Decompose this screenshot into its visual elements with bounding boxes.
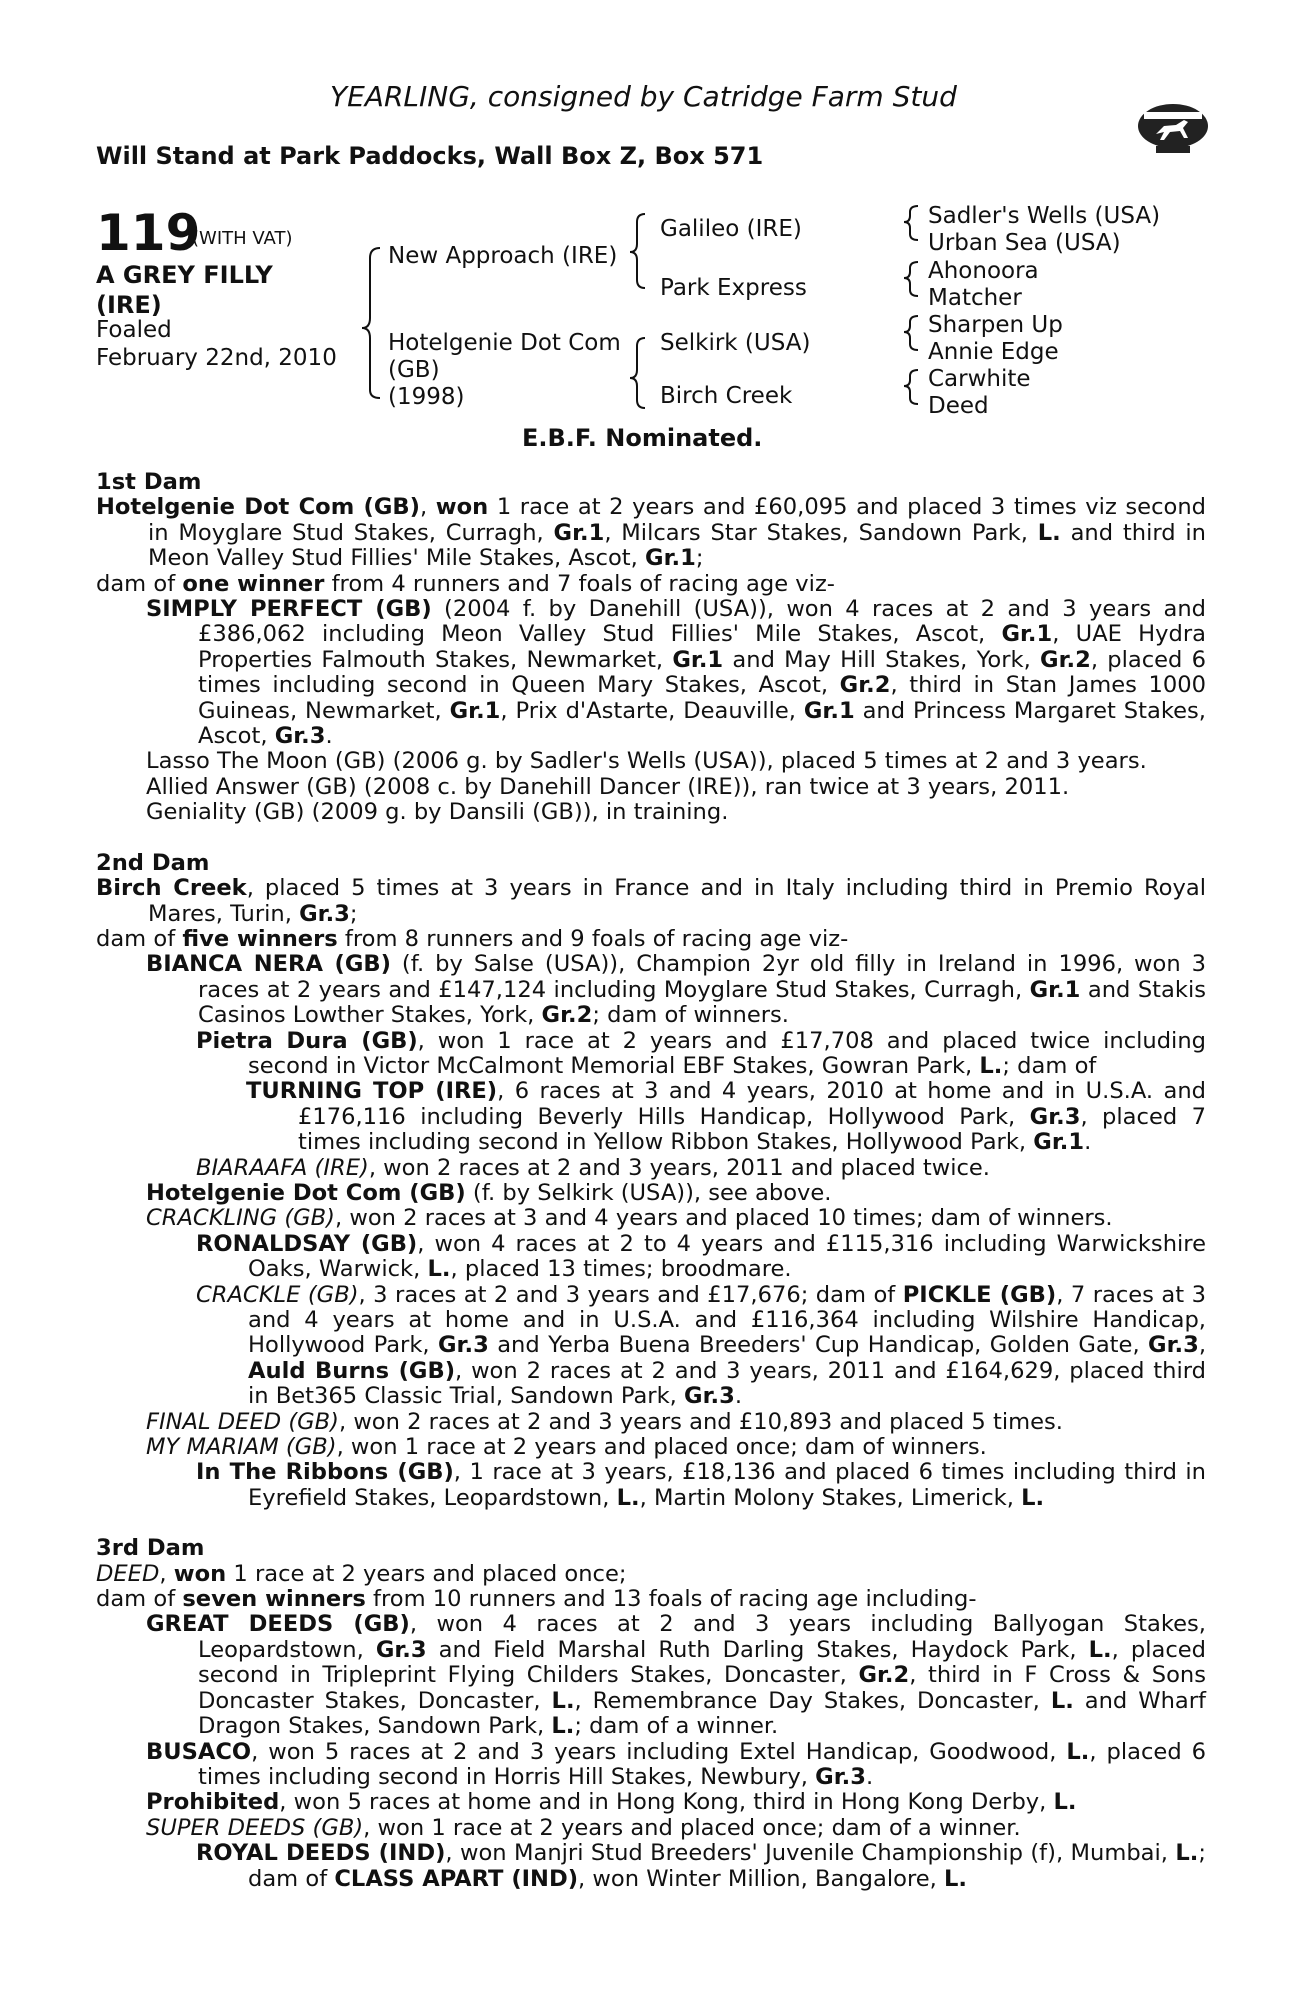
ebf-nominated: E.B.F. Nominated. bbox=[522, 424, 763, 452]
dam-record: Hotelgenie Dot Com (GB), won 1 race at 2 years and £60,095 and placed 3 times viz second in Moyglare Stud Stakes, Curragh, Gr.1, Milcars Star Stakes, Sandown Park, L. and third in Meon Valley Stud Fillies' Mile Stakes, Ascot, Gr.1; bbox=[96, 494, 1206, 572]
dam-produce-summary: dam of five winners from 8 runners and 9 foals of racing age viz- bbox=[96, 925, 849, 952]
produce-entry: BIANCA NERA (GB) (f. by Salse (USA)), Champion 2yr old filly in Ireland in 1996, won 3 races at 2 years and £147,124 including Moyglare Stud Stakes, Curragh, Gr.1 and Stakis Casinos Lowther Stakes, York, Gr.2; dam of winners. bbox=[146, 951, 1206, 1029]
dam-record: DEED, won 1 race at 2 years and placed once; bbox=[96, 1560, 627, 1587]
dam-produce-summary: dam of one winner from 4 runners and 7 foals of racing age viz- bbox=[96, 570, 835, 597]
produce-entry: TURNING TOP (IRE), 6 races at 3 and 4 years, 2010 at home and in U.S.A. and £176,116 including Beverly Hills Handicap, Hollywood Park, Gr.3, placed 7 times including second in Yellow Ribbon Stakes, Hollywood Park, Gr.1. bbox=[246, 1078, 1206, 1156]
lot-description-line-1: A GREY FILLY bbox=[96, 261, 273, 289]
stand-location: Will Stand at Park Paddocks, Wall Box Z, Box 571 bbox=[96, 142, 764, 170]
produce-entry: SIMPLY PERFECT (GB) (2004 f. by Danehill (USA)), won 4 races at 2 and 3 years and £386,062 including Meon Valley Stud Fillies' Mile Stakes, Ascot, Gr.1, UAE Hydra Properties Falmouth Stakes, Newmarket, Gr.1 and May Hill Stakes, York, Gr.2, placed 6 times including second in Queen Mary Stakes, Ascot, Gr.2, third in Stan James 1000 Guineas, Newmarket, Gr.1, Prix d'Astarte, Deauville, Gr.1 and Princess Margaret Stakes, Ascot, Gr.3. bbox=[146, 596, 1206, 750]
pedigree-g3-1: Sadler's Wells (USA) bbox=[928, 203, 1161, 229]
produce-entry: FINAL DEED (GB), won 2 races at 2 and 3 years and £10,893 and placed 5 times. bbox=[146, 1408, 1063, 1435]
produce-entry: Geniality (GB) (2009 g. by Dansili (GB)), in training. bbox=[146, 799, 729, 826]
produce-entry: BIARAAFA (IRE), won 2 races at 2 and 3 years, 2011 and placed twice. bbox=[196, 1154, 990, 1181]
pedigree-sire: New Approach (IRE) bbox=[388, 243, 618, 269]
lot-description-line-2: (IRE) bbox=[96, 291, 162, 319]
produce-entry: MY MARIAM (GB), won 1 race at 2 years and placed once; dam of winners. bbox=[146, 1434, 987, 1461]
produce-entry: RONALDSAY (GB), won 4 races at 2 to 4 years and £115,316 including Warwickshire Oaks, Warwick, L., placed 13 times; broodmare. bbox=[196, 1230, 1206, 1283]
section-heading-2nd-dam: 2nd Dam bbox=[96, 849, 210, 876]
produce-entry: SUPER DEEDS (GB), won 1 race at 2 years and placed once; dam of a winner. bbox=[146, 1814, 1021, 1841]
produce-entry: Hotelgenie Dot Com (GB) (f. by Selkirk (USA)), see above. bbox=[146, 1179, 832, 1206]
pedigree-g3-6: Annie Edge bbox=[928, 339, 1059, 365]
produce-entry: CRACKLE (GB), 3 races at 2 and 3 years and £17,676; dam of PICKLE (GB), 7 races at 3 and 4 years at home and in U.S.A. and £116,364 including Wilshire Handicap, Hollywood Park, Gr.3 and Yerba Buena Breeders' Cup Handicap, Golden Gate, Gr.3, Auld Burns (GB), won 2 races at 2 and 3 years, 2011 and £164,629, placed third in Bet365 Classic Trial, Sandown Park, Gr.3. bbox=[196, 1281, 1206, 1410]
pedigree-dam-line-2: (GB) bbox=[388, 357, 440, 383]
pedigree-g3-4: Matcher bbox=[928, 285, 1022, 311]
pedigree-g3-2: Urban Sea (USA) bbox=[928, 230, 1121, 256]
produce-entry: Allied Answer (GB) (2008 c. by Danehill Dancer (IRE)), ran twice at 3 years, 2011. bbox=[146, 773, 1070, 800]
produce-entry: BUSACO, won 5 races at 2 and 3 years including Extel Handicap, Goodwood, L., placed 6 times including second in Horris Hill Stakes, Newbury, Gr.3. bbox=[146, 1738, 1206, 1790]
pedigree-g3-8: Deed bbox=[928, 393, 989, 419]
pedigree-dam-line-3: (1998) bbox=[388, 384, 465, 410]
section-heading-3rd-dam: 3rd Dam bbox=[96, 1535, 205, 1562]
pedigree-dam bbox=[388, 330, 621, 411]
pedigree-g3-7: Carwhite bbox=[928, 366, 1031, 392]
produce-entry: ROYAL DEEDS (IND), won Manjri Stud Breeders' Juvenile Championship (f), Mumbai, L.; dam of CLASS APART (IND), won Winter Million, Bangalore, L. bbox=[196, 1840, 1206, 1892]
produce-entry: Prohibited, won 5 races at home and in Hong Kong, third in Hong Kong Derby, L. bbox=[146, 1789, 1077, 1816]
pedigree-dam-dam: Birch Creek bbox=[660, 383, 793, 409]
pedigree-dam-line-1: Hotelgenie Dot Com bbox=[388, 330, 621, 356]
section-heading-1st-dam: 1st Dam bbox=[96, 469, 202, 495]
dam-record: Birch Creek, placed 5 times at 3 years in France and in Italy including third in Premio Royal Mares, Turin, Gr.3; bbox=[96, 875, 1206, 927]
produce-entry: Pietra Dura (GB), won 1 race at 2 years and £17,708 and placed twice including second in Victor McCalmont Memorial EBF Stakes, Gowran Park, L.; dam of bbox=[196, 1027, 1206, 1079]
produce-entry: Lasso The Moon (GB) (2006 g. by Sadler's Wells (USA)), placed 5 times at 2 and 3 years. bbox=[146, 748, 1147, 775]
foaled-label: Foaled bbox=[96, 317, 172, 343]
pedigree-g3-3: Ahonoora bbox=[928, 258, 1039, 284]
page-heading: YEARLING, consigned by Catridge Farm Stud bbox=[330, 80, 957, 113]
pedigree-sire-dam: Park Express bbox=[660, 275, 807, 301]
produce-entry: In The Ribbons (GB), 1 race at 3 years, £18,136 and placed 6 times including third in Eyrefield Stakes, Leopardstown, L., Martin Molony Stakes, Limerick, L. bbox=[196, 1459, 1207, 1511]
catalogue-body bbox=[96, 470, 1206, 1892]
foaled-date: February 22nd, 2010 bbox=[96, 345, 337, 371]
lot-number: 119 bbox=[96, 204, 201, 262]
pedigree-g3-5: Sharpen Up bbox=[928, 312, 1063, 338]
produce-entry: GREAT DEEDS (GB), won 4 races at 2 and 3 years including Ballyogan Stakes, Leopardstown, Gr.3 and Field Marshal Ruth Darling Stakes, Haydock Park, L., placed second in Tripleprint Flying Childers Stakes, Doncaster, Gr.2, third in F Cross & Sons Doncaster Stakes, Doncaster, L., Remembrance Day Stakes, Doncaster, L. and Wharf Dragon Stakes, Sandown Park, L.; dam of a winner. bbox=[146, 1611, 1206, 1740]
vat-note: (WITH VAT) bbox=[192, 228, 293, 249]
pedigree-dam-sire: Selkirk (USA) bbox=[660, 330, 811, 356]
pedigree-sire-sire: Galileo (IRE) bbox=[660, 216, 802, 242]
dam-produce-summary: dam of seven winners from 10 runners and 13 foals of racing age including- bbox=[96, 1586, 977, 1613]
produce-entry: CRACKLING (GB), won 2 races at 3 and 4 years and placed 10 times; dam of winners. bbox=[146, 1205, 1113, 1232]
